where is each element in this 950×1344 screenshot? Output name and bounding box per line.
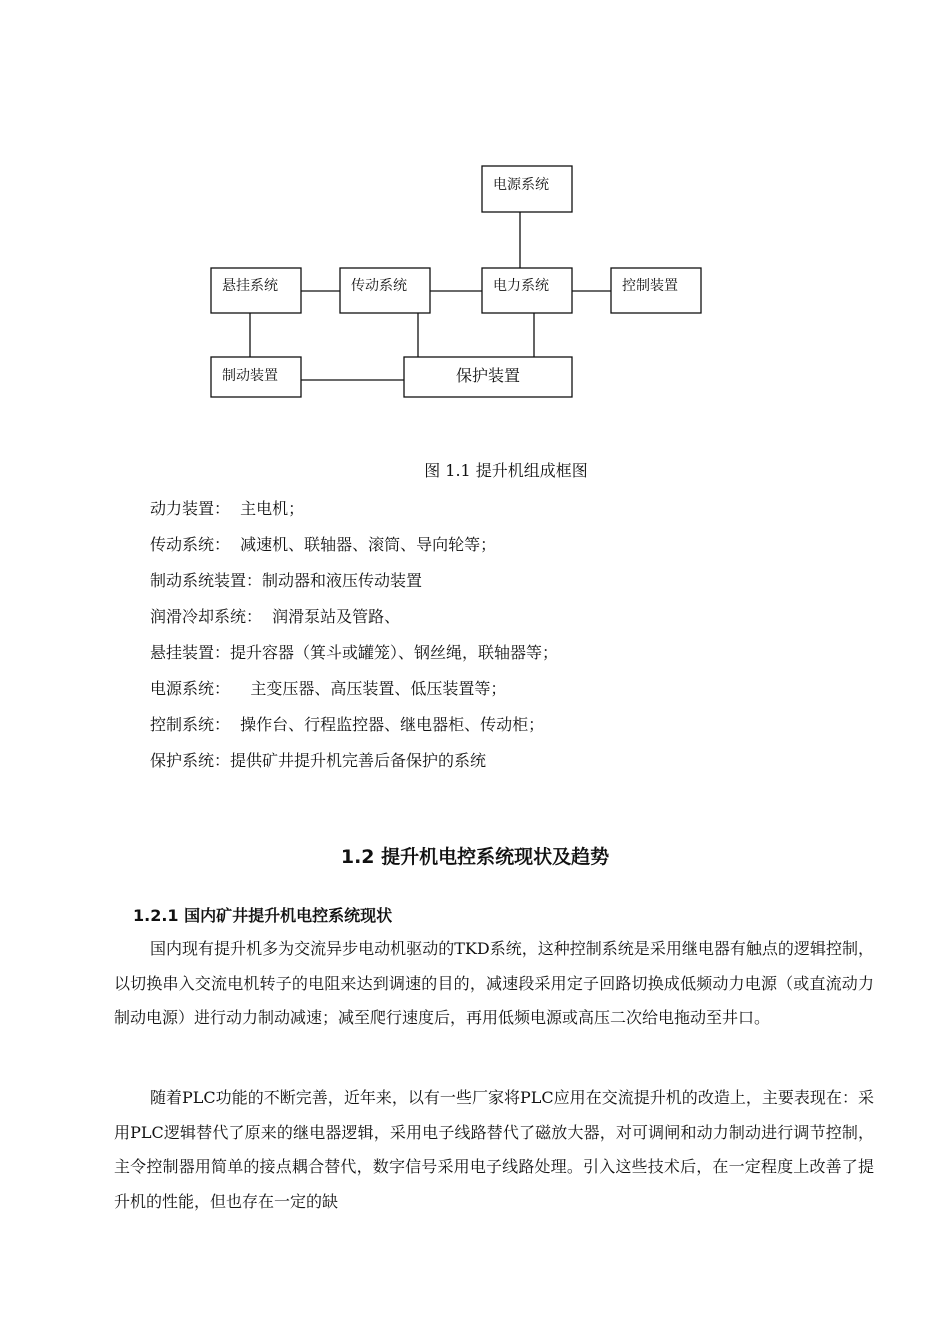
component-item: 保护系统：提供矿井提升机完善后备保护的系统 <box>150 751 487 770</box>
body-paragraph: 随着PLC功能的不断完善，近年来，以有一些厂家将PLC应用在交流提升机的改造上，主要表现在：采用PLC逻辑替代了原来的继电器逻辑，采用电子线路替代了磁放大器，对可调闸和动力制动进行调节控制，主令控制器用简单的接点耦合替代，数字信号采用电子线路处理。引入这些技术后，在一定程度上改善了提升机的性能，但也存在一定的缺 <box>114 1088 874 1211</box>
component-item: 传动系统： 减速机、联轴器、滚筒、导向轮等； <box>150 535 497 554</box>
box-label: 电力系统 <box>493 278 549 294</box>
body-paragraph: 国内现有提升机多为交流异步电动机驱动的TKD系统，这种控制系统是采用继电器有触点的逻辑控制，以切换串入交流电机转子的电阻来达到调速的目的，减速段采用定子回路切换成低频动力电源（或直流动力制动电源）进行动力制动减速；减至爬行速度后，再用低频电源或高压二次给电拖动至井口。 <box>114 939 874 1027</box>
component-item: 悬挂装置：提升容器（箕斗或罐笼）、钢丝绳，联轴器等； <box>150 643 559 662</box>
box-label: 制动装置 <box>222 368 278 384</box>
component-item: 电源系统： 主变压器、高压装置、低压装置等； <box>150 679 507 698</box>
box-label: 控制装置 <box>622 278 678 294</box>
subsection-heading: 1.2.1 国内矿井提升机电控系统现状 <box>133 906 393 925</box>
box-label: 传动系统 <box>351 278 407 294</box>
box-label: 电源系统 <box>493 177 549 193</box>
component-item: 控制系统： 操作台、行程监控器、继电器柜、传动柜； <box>150 715 545 734</box>
section-heading: 1.2 提升机电控系统现状及趋势 <box>340 846 610 868</box>
box-label: 保护装置 <box>456 366 521 385</box>
system-block-diagram <box>0 0 950 440</box>
component-item: 制动系统装置：制动器和液压传动装置 <box>150 571 423 590</box>
box-label: 悬挂系统 <box>222 278 278 294</box>
component-item: 润滑冷却系统： 润滑泵站及管路、 <box>150 607 401 626</box>
figure-caption: 图 1.1 提升机组成框图 <box>424 461 588 480</box>
component-item: 动力装置： 主电机； <box>150 499 305 518</box>
